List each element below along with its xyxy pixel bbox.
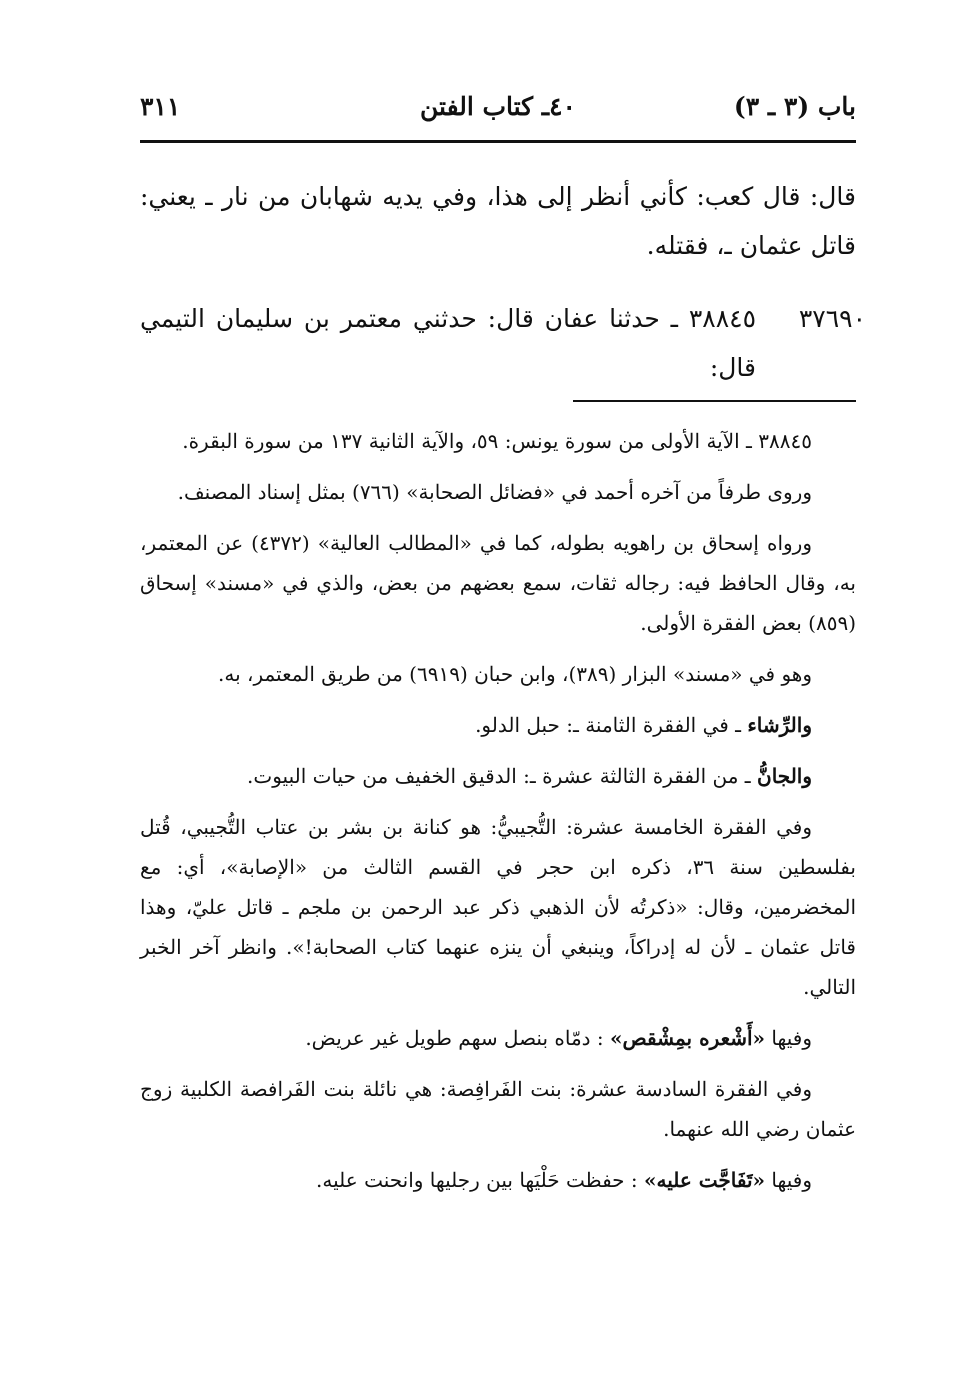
- footnote-paragraph: [140, 756, 856, 796]
- chapter-label: باب (٣ ـ ٣): [733, 92, 856, 121]
- hadith-margin-number: ٣٧٦٩٠: [798, 304, 866, 333]
- footnote-paragraph: ورواه إسحاق بن راهويه بطوله، كما في «المطالب العالية» (٤٣٧٢) عن المعتمر، به، وقال الحافظ فيه: رجاله ثقات، سمع بعضهم من بعض، والذي في «مسند» إسحاق (٨٥٩) بعض الفقرة الأولى.: [140, 531, 856, 635]
- footnote-paragraph: وفي الفقرة الخامسة عشرة: التُّجيبيُّ: هو كنانة بن بشر بن عتاب التُّجيبي، قُتل بفلسطين سنة ٣٦، ذكره ابن حجر في القسم الثالث من «الإصابة»، أي: مع المخضرمين، وقال: «ذكرتُه لأن الذهبي ذكر عبد الرحمن بن ملجم ـ قاتل عليّ، وهذا قاتل عثمان ـ لأن له إدراكاً، وينبغي أن ينزه عنهما كتاب الصحابة!». وانظر آخر الخبر التالي.: [140, 815, 856, 999]
- footnote-paragraph: وروى طرفاً من آخره أحمد في «فضائل الصحابة» (٧٦٦) بمثل إسناد المصنف.: [177, 480, 812, 504]
- hadith-entry: [140, 294, 866, 392]
- lead-in: وفيها: [765, 1026, 812, 1050]
- lead-in: وفيها: [765, 1168, 812, 1192]
- glossary-term: «تَفَاجَّت عليه»: [644, 1168, 766, 1192]
- footnote-paragraph: ٣٨٨٤٥ ـ الآية الأولى من سورة يونس: ٥٩، والآية الثانية ١٣٧ من سورة البقرة.: [182, 429, 812, 453]
- main-paragraph: [140, 172, 856, 270]
- footnote-paragraph: [140, 1160, 856, 1200]
- footnote-paragraph: [140, 1018, 856, 1058]
- footnote-paragraph: وهو في «مسند» البزار (٣٨٩)، وابن حبان (٦٩١٩) من طريق المعتمر، به.: [218, 662, 812, 686]
- footnote-paragraph: وفي الفقرة السادسة عشرة: بنت الفَرافِصة: هي نائلة بنت الفَرافصة الكلبية زوج عثمان رضي الله عنهما.: [140, 1077, 856, 1141]
- page-number: ٣١١: [140, 92, 181, 121]
- header-divider: [140, 140, 856, 143]
- glossary-definition: : حفظت حَلْيَها بين رجليها وانحنت عليه.: [316, 1168, 644, 1192]
- hadith-text: ٣٨٨٤٥ ـ حدثنا عفان قال: حدثني معتمر بن سليمان التيمي قال:: [140, 304, 756, 382]
- footnote-paragraph: [140, 705, 856, 745]
- glossary-term: والرِّشاء: [747, 713, 812, 737]
- glossary-term: والجانُّ: [757, 764, 812, 788]
- glossary-definition: : دمّاه بنصل سهم طويل غير عريض.: [305, 1026, 611, 1050]
- glossary-definition: ـ في الفقرة الثامنة ـ: حبل الدلو.: [475, 713, 748, 737]
- main-text: قال: قال كعب: كأني أنظر إلى هذا، وفي يديه شهابان من نار ـ يعني: قاتل عثمان ـ، فقتله.: [140, 182, 856, 260]
- running-header: [140, 92, 856, 140]
- book-title: ٤٠ـ كتاب الفتن: [420, 92, 576, 121]
- footnotes: [140, 421, 856, 1211]
- footnote-divider: [573, 400, 856, 402]
- glossary-term: «أَشْعره بمِشْقص»: [610, 1026, 766, 1050]
- glossary-definition: ـ من الفقرة الثالثة عشرة ـ: الدقيق الخفيف من حيات البيوت.: [247, 764, 757, 788]
